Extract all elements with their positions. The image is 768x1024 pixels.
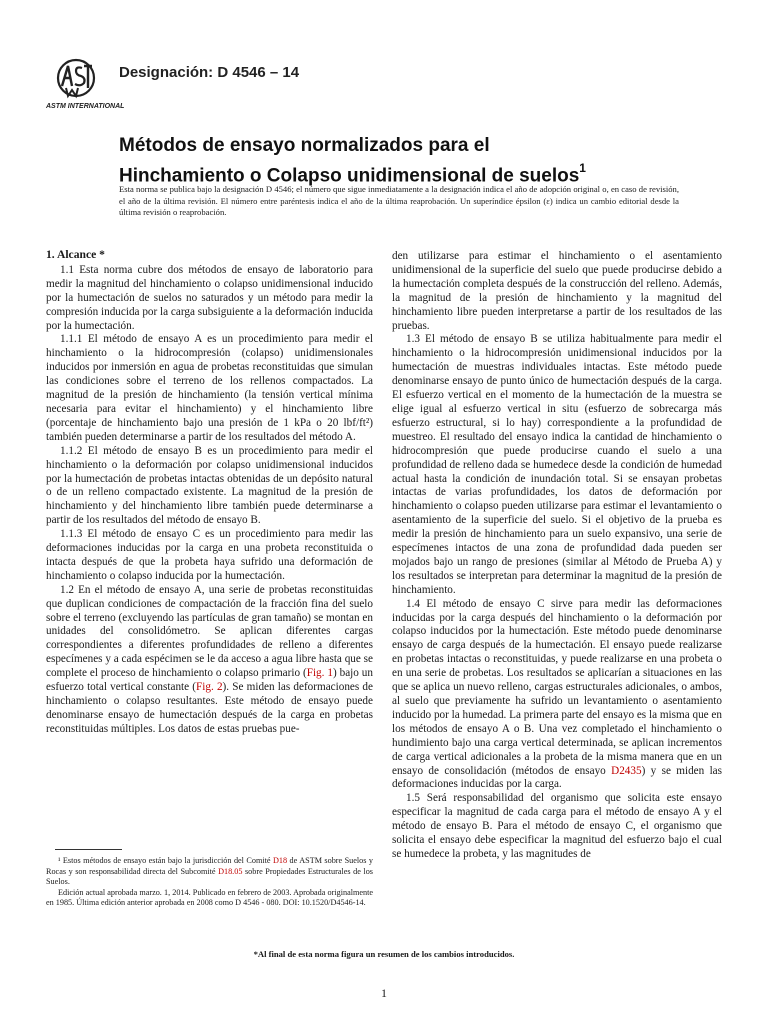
left-column (46, 248, 373, 737)
astm-logo (46, 56, 125, 112)
paragraph-1-5: 1.5 Será responsabilidad del organismo que solicita este ensayo especificar la magnitud de cada carga para el método de ensayo A y el método de ensayo B. Para el método de ensayo C, el organismo que solicita el ensayo debe especificar la magnitud del esfuerzo bajo el cual se humedece la probeta, y las magnitudes de (392, 792, 722, 860)
title-footnote-mark: 1 (579, 161, 586, 175)
fig-2-link[interactable]: Fig. 2 (196, 681, 223, 694)
footnote-divider (55, 849, 122, 850)
page-number: 1 (381, 986, 387, 1000)
paragraph-1-1-2: 1.1.2 El método de ensayo B es un procedimiento para medir el hinchamiento o la deformación por colapso unidimensional inducidos por la humectación de probetas intactas obtenidas de un depósito natural o de un relleno compactado existente. La magnitud de la presión de hinchamiento y del hinchamiento libre también puede determinarse a partir de los resultados del método de ensayo B. (46, 444, 373, 527)
paragraph-1-2-continuation: den utilizarse para estimar el hinchamiento o el asentamiento unidimensional de la superficie del suelo que puede producirse debido a la humectación completa después de la construcción del relleno. Además, la magnitud de la presión de hinchamiento y la magnitud del hinchamiento libre pueden interpretarse a partir de los resultados de las pruebas. (392, 250, 722, 332)
title-line-2: Hinchamiento o Colapso unidimensional de suelos (119, 165, 580, 187)
svg-text:ASTM INTERNATIONAL: ASTM INTERNATIONAL (46, 103, 125, 110)
title-line-1: Métodos de ensayo normalizados para el (119, 135, 490, 156)
footnote-2: Edición actual aprobada marzo. 1, 2014. Publicado en febrero de 2003. Aprobada originalmente en 1985. Última edición anterior aprobada en 2008 como D 4546 - 080. DOI: 10.1520/D4546-14. (46, 887, 373, 908)
d2435-link[interactable]: D2435 (611, 764, 642, 777)
paragraph-1-3: 1.3 El método de ensayo B se utiliza habitualmente para medir el hinchamiento o la hidrocompresión unidimensional inducidos por la humectación de muestras individuales intactas. Este método puede denominarse ensayo de punto único de humectación después de la carga. El esfuerzo vertical en el momento de la humectación de la muestra se elige igual al esfuerzo vertical in situ (esfuerzo de sobrecarga más esfuerzo estructural, si lo hay) correspondiente a la profundidad de muestreo. El resultado del ensayo indica la cantidad de hinchamiento o hidrocompresión que puede producirse cuando el suelo a una profundidad de relleno dada se humedece desde la condición de humedad actual hasta la condición de inundación total. Si se ensayan probetas intactas de varias profundidades, los datos de deformación por hinchamiento o colapso pueden utilizarse para estimar el levantamiento o asentamiento de la superficie del suelo. Si el objetivo de la prueba es medir la presión de hinchamiento para un suelo expansivo, una serie de especímenes intactos de una zona de profundidad dada pueden ser mojados bajo un rango de presiones (similar al Método de Prueba A) y los resultados se interpretan para determinar la magnitud de la presión de hinchamiento. (392, 333, 722, 596)
right-column (392, 250, 722, 862)
paragraph-1-2: 1.2 En el método de ensayo A, una serie de probetas reconstituidas que duplican condiciones de compactación de la fracción fina del suelo sobre el terreno (excluyendo las partículas de gran tamaño) se montan en unidades del consolidómetro. Se aplican diferentes cargas correspondientes a diferentes profundidades de relleno a diferentes especímenes y a cada espécimen se le da acceso a agua libre hasta que se complete el proceso de hinchamiento o colapso primario (Fig. 1) bajo un esfuerzo total vertical constante (Fig. 2). Se miden las deformaciones de hinchamiento o colapso resultantes. Este método de ensayo puede denominarse ensayo de humectación después de la carga en probetas reconstituidas múltiples. Los datos de estas pruebas pue- (46, 583, 373, 735)
paragraph-1-1: 1.1 Esta norma cubre dos métodos de ensayo de laboratorio para medir la magnitud del hinchamiento o colapso unidimensional inducido por la humectación de suelos no saturados y un método para medir la compresión inducida por la carga subsiguiente a la deformación inducida por la humectación. (46, 263, 373, 332)
paragraph-1-4: 1.4 El método de ensayo C sirve para medir las deformaciones inducidas por la carga después del hinchamiento o la deformación por colapso inducidos por la humectación. Este método puede denominarse ensayo de carga después de la humectación. El ensayo puede realizarse en probetas intactas o reconstituidas, y puede realizarse en una probeta o en una serie de probetas. Los resultados se aplicarían a situaciones en las que se aplica un nuevo relleno, cargas estructurales adicionales, o ambos, al suelo que previamente ha sufrido un levantamiento o asentamiento inducido por la humedad. La primera parte del ensayo es la misma que en los métodos de ensayo A o B. Una vez completado el hinchamiento o hundimiento bajo una carga vertical determinada, se aplican incrementos de carga vertical adicionales a la probeta de la misma manera que en un ensayo de consolidación (métodos de ensayo D2435) y se miden las deformaciones inducidas por la carga. (392, 597, 722, 791)
issuance-note: Esta norma se publica bajo la designación D 4546; el número que sigue inmediatamente a la designación indica el año de adopción original o, en caso de revisión, el año de la última revisión. El número entre paréntesis indica el año de la última reaprobación. Un superíndice épsilon (ε) indica un cambio editorial desde la última revisión o reaprobación. (119, 184, 679, 218)
fig-1-link[interactable]: Fig. 1 (306, 667, 333, 680)
summary-note: *Al final de esta norma figura un resumen de los cambios introducidos. (253, 949, 515, 959)
document-title (119, 134, 679, 188)
footnotes (46, 856, 373, 909)
d18-05-link[interactable]: D18.05 (218, 866, 243, 876)
section-heading-scope: 1. Alcance * (46, 248, 105, 261)
designation: Designación: D 4546 – 14 (119, 64, 300, 81)
footnote-1: ¹ Estos métodos de ensayo están bajo la jurisdicción del Comité D18 de ASTM sobre Suelos y Rocas y son responsabilidad directa del Subcomité D18.05 sobre Propiedades Estructurales de los Suelos. (46, 856, 374, 887)
paragraph-1-1-1: 1.1.1 El método de ensayo A es un procedimiento para medir el hinchamiento o la hidrocompresión (colapso) unidimensionales inducidos por inmersión en agua de probetas reconstituidas que simulan las condiciones sobre el terreno de los rellenos compactados. La magnitud de la presión de hinchamiento (la tensión vertical mínima necesaria para evitar el hinchamiento) y el hinchamiento libre (porcentaje de hinchamiento bajo una presión de 1 kPa o 20 lbf/ft²) también pueden determinarse a partir de los resultados del método A. (46, 333, 373, 443)
paragraph-1-1-3: 1.1.3 El método de ensayo C es un procedimiento para medir las deformaciones inducidas por la carga en una probeta reconstituida o intacta después de que la probeta haya sufrido una deformación de hinchamiento o colapso inducida por la humectación. (46, 528, 373, 582)
d18-link[interactable]: D18 (272, 856, 288, 865)
